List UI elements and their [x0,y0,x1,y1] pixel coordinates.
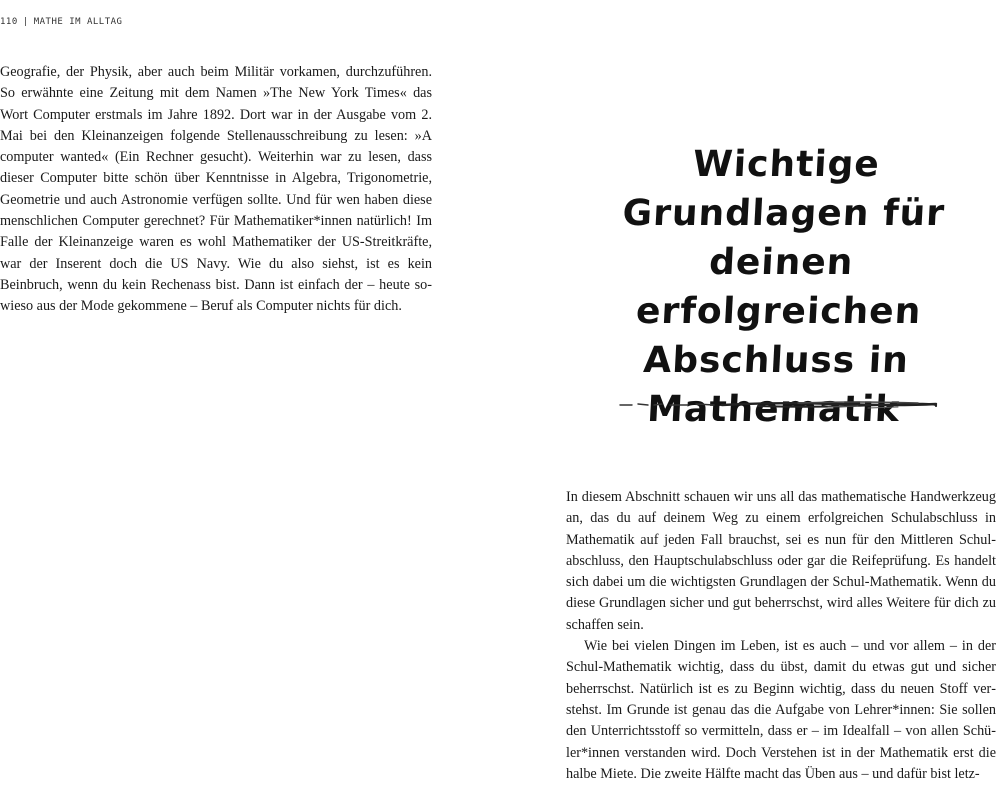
left-paragraph: Geografie, der Physik, aber auch beim Militär vorkamen, durchzuführen. So erwähnte eine Zeitung mit dem Namen »The New York Times« das Wort Computer erstmals im Jahre 1892. Dort war in der Ausgabe vom 2. Mai bei den Kleinanzeigen folgende Stellenausschreibung zu lesen: »A computer wanted« (Ein Rechner gesucht). Weiterhin war zu lesen, dass dieser Computer bitte schön über Kenntnisse in Algebra, Trigonometrie, Geometrie und auch Astronomie verfügen sollte. Und für wen haben diese menschlichen Computer gerechnet? Für Mathematiker*innen natürlich! Im Falle der Kleinanzeige waren es wohl Mathematiker der US-Streitkräfte, war der Inserent doch die US Navy. Wie du also siehst, ist es kein Beinbruch, wenn du kein Rechenass bist. Dann ist einfach der – heute sowieso aus der Mode gekommene – Beruf als Computer nichts für dich. [0,64,432,315]
chapter-title [552,140,1000,434]
page-number: 110 [0,17,18,27]
chapter-title-line: Wichtige [691,144,881,185]
brush-stroke-divider [618,398,940,412]
right-paragraph: Wie bei vielen Dingen im Leben, ist es auch – und vor allem – in der Schul-Mathematik wichtig, dass du übst, damit du etwas gut und sicher beherrschst. Natürlich ist es zu Beginn wichtig, dass du neuen Stoff verstehst. Im Grunde ist genau das die Aufgabe von Lehrer*innen: Sie sollen den Unterrichtsstoff so vermitteln, dass er – im Idealfall – von allen Schüler*innen verstanden wird. Doch Verstehen ist in der Mathematik erst die halbe Miete. Die zweite Hälfte macht das Üben aus – und dafür bist letz- [566,638,996,782]
chapter-title-line: Abschluss in [642,340,910,381]
section-title: MATHE IM ALLTAG [33,17,123,27]
right-paragraph: In diesem Abschnitt schauen wir uns all das mathematische Handwerkzeug an, das du auf deinem Weg zu einem erfolgreichen Schulabschluss in Mathematik auf jeden Fall brauchst, sei es nun für den Mittleren Schulabschluss, den Hauptschulabschluss oder gar die Reifeprüfung. Es handelt sich dabei um die wichtigsten Grundlagen der Schul-Mathematik. Wenn du diese Grundlagen sicher und gut beherrschst, wird alles Weitere für dich zu schaffen sein. [566,489,996,633]
right-page-text [566,487,996,785]
running-head [0,17,122,27]
chapter-title-line: Grundlagen für [621,193,947,234]
chapter-title-line: deinen erfolgreichen [635,242,923,332]
chapter-title-line: Mathematik [646,389,901,430]
header-separator: | [22,17,29,27]
left-page-text [0,62,432,318]
